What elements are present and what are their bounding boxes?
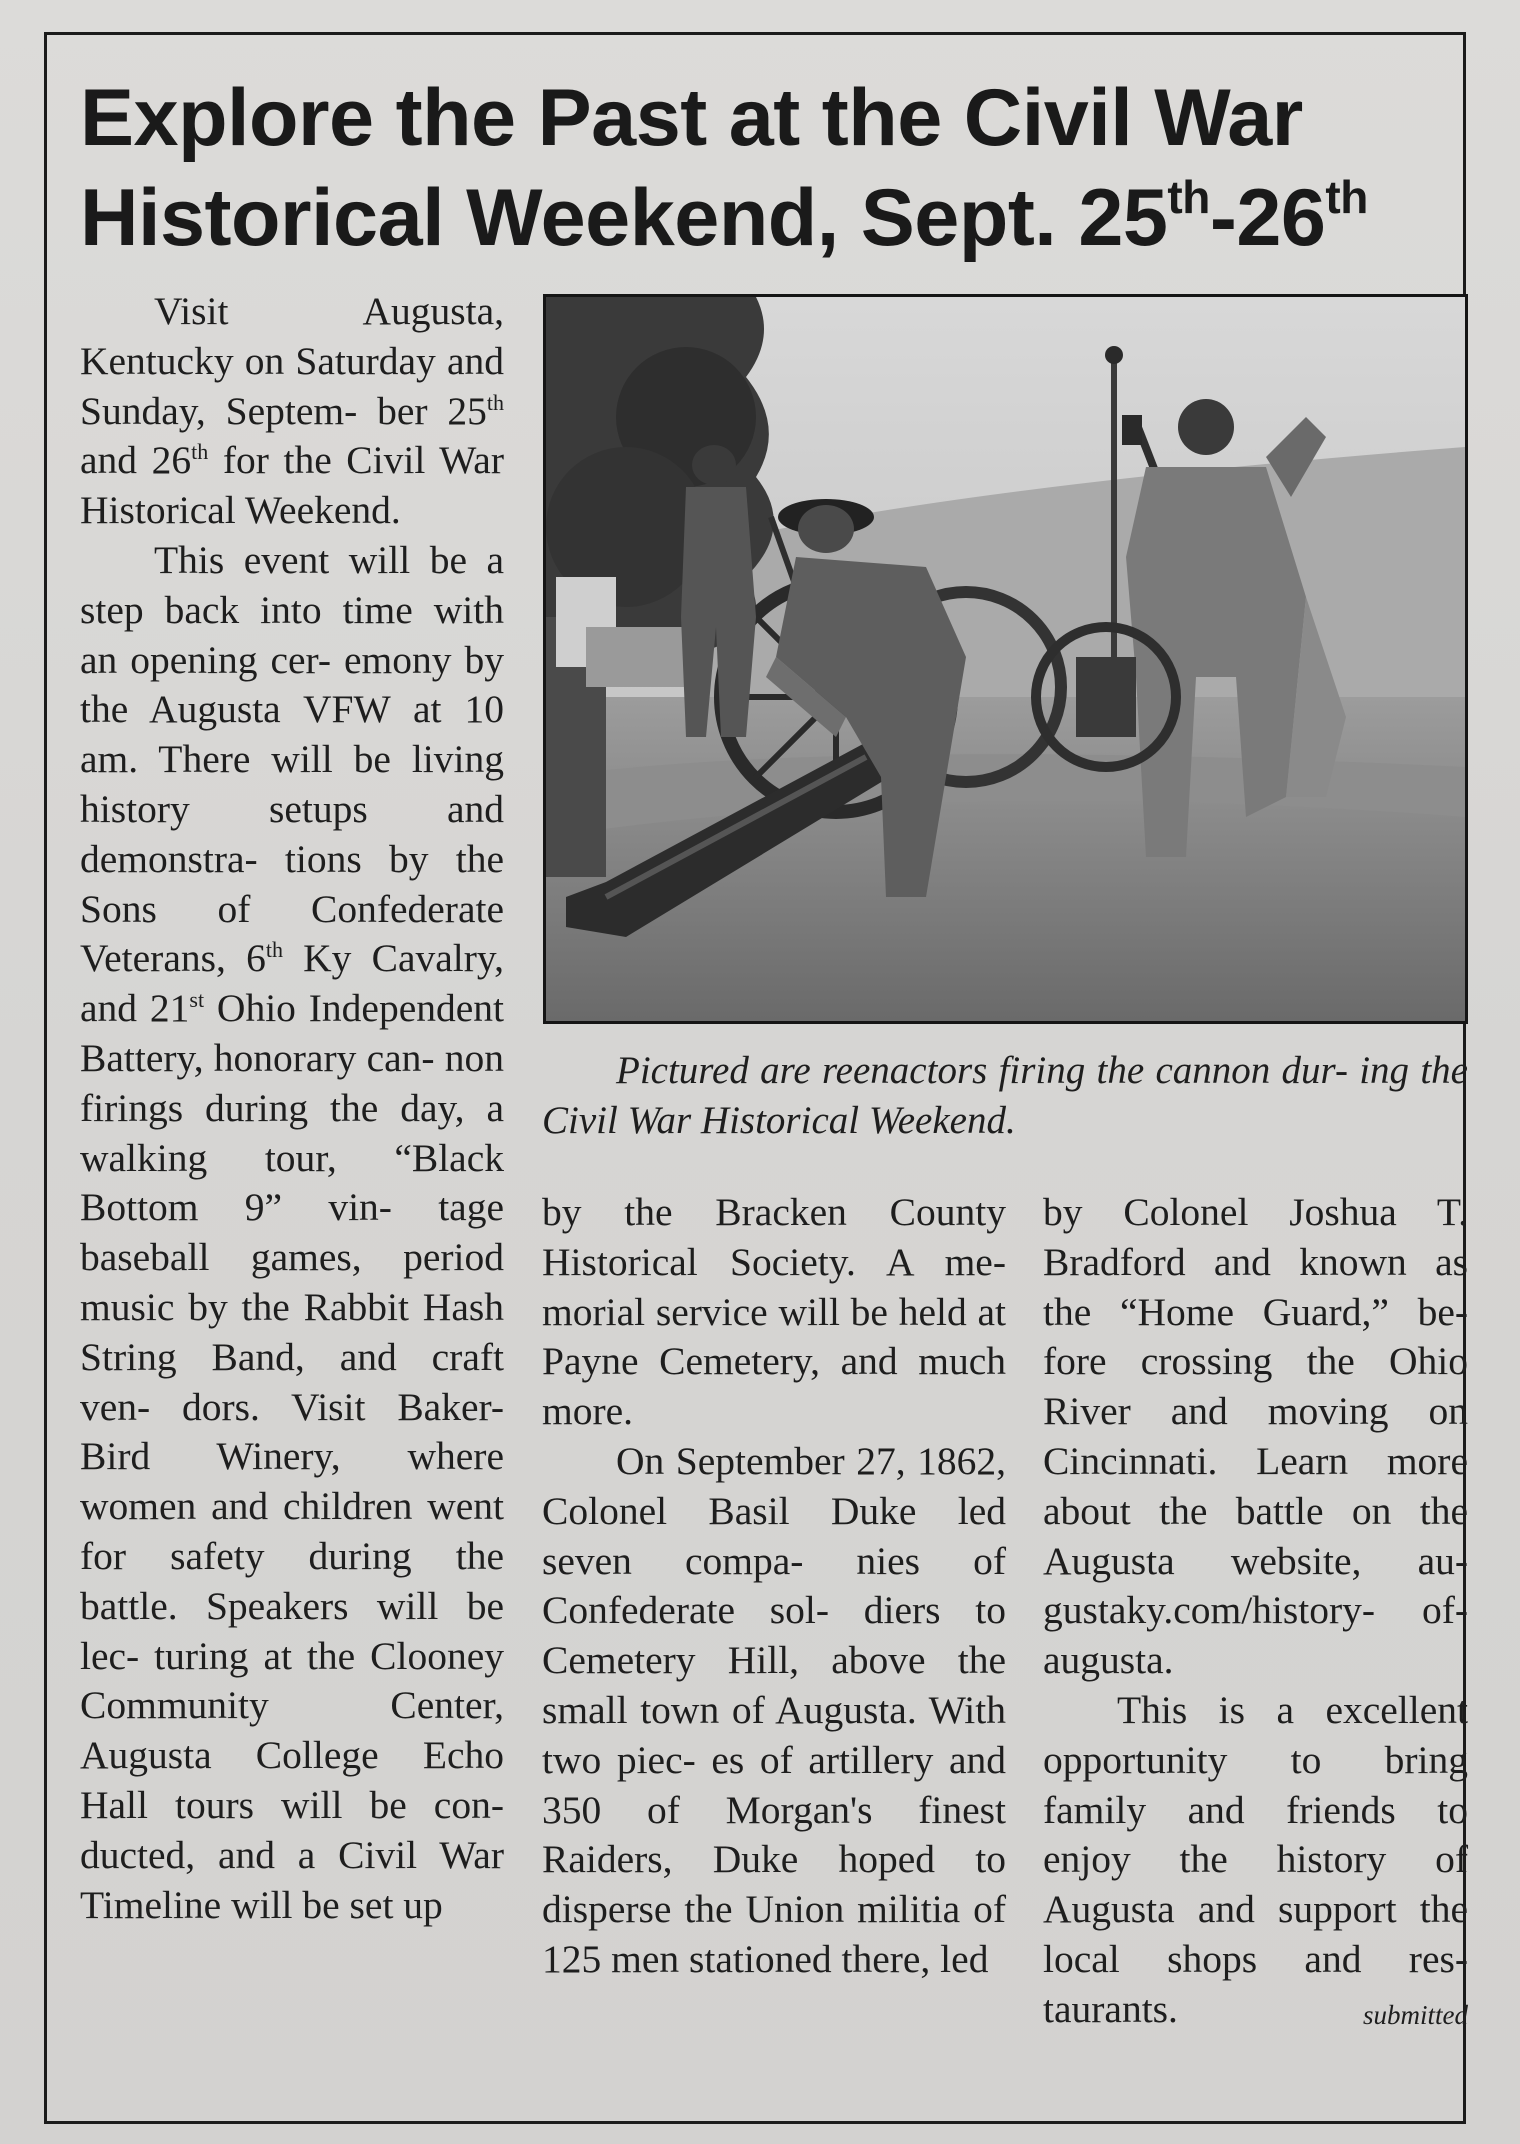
- cannon-photo-image: [546, 297, 1465, 1021]
- ordinal-superscript: th: [486, 389, 504, 415]
- paragraph: by the Bracken County Historical Society. A me- morial service will be held at Payne Cemetery, and much more.: [542, 1190, 1006, 1434]
- paragraph: [80, 536, 504, 1930]
- paragraph-text: This event will be a step back into time with an opening cer- emony by the Augusta VFW at 10 am. There will be living history setups and demonstra- tions by the Sons of Confederate Veterans, 6: [80, 537, 504, 981]
- article-column-1: [80, 287, 504, 1930]
- article-column-3: [1043, 1188, 1468, 2041]
- paragraph: On September 27, 1862, Colonel Basil Duke led seven compa- nies of Confederate sol- diers to Cemetery Hill, above the small town of Augusta. With two piec- es of artillery and 350 of Morgan's finest Raiders, Duke hoped to disperse the Union militia of 125 men stationed there, led: [542, 1438, 1006, 1981]
- headline-superscript: th: [1325, 171, 1368, 223]
- paragraph-text: This is a excellent opportunity to bring family and friends to enjoy the history of Augusta and support the local shops and res- taurants.: [1043, 1687, 1468, 2031]
- paragraph-text: Ky Cavalry, and 21: [80, 936, 504, 1031]
- reenactors-photo: [543, 294, 1468, 1024]
- paragraph: [1043, 1686, 1468, 2035]
- headline-dash-date: -26: [1209, 173, 1326, 263]
- ordinal-superscript: st: [189, 987, 205, 1013]
- caption-text: Pictured are reenactors firing the cannon dur- ing the Civil War Historical Weekend.: [542, 1049, 1468, 1142]
- headline-superscript: th: [1167, 171, 1210, 223]
- ordinal-superscript: th: [191, 439, 209, 465]
- paragraph-text: for the Civil War Historical Weekend.: [80, 438, 504, 533]
- paragraph: [80, 287, 504, 536]
- submitted-credit: submitted: [1363, 1999, 1468, 2030]
- article-column-2: [542, 1188, 1006, 1985]
- photo-caption: [542, 1046, 1468, 1146]
- paragraph-text: and 26: [80, 438, 192, 483]
- ordinal-superscript: th: [265, 937, 283, 963]
- paragraph: by Colonel Joshua T. Bradford and known as the “Home Guard,” be- fore crossing the Ohio River and moving on Cincinnati. Learn more about the battle on the Augusta website, au- gustaky.com/history- of-augusta.: [1043, 1190, 1468, 1683]
- article-headline: [80, 68, 1470, 268]
- headline-line-2: Historical Weekend, Sept. 25: [80, 173, 1168, 263]
- paragraph-text: Ohio Independent Battery, honorary can- non firings during the day, a walking tour, “Black Bottom 9” vin- tage baseball games, period music by the Rabbit Hash String Band, and craft ven- dors. Visit Baker-Bird Winery, where women and children went for safety during the battle. Speakers will be lec- turing at the Clooney Community Center, Augusta College Echo Hall tours will be con- ducted, and a Civil War Timeline will be set up: [80, 986, 504, 1927]
- paragraph-text: Visit Augusta, Kentucky on Saturday and Sunday, Septem- ber 25: [80, 289, 504, 433]
- headline-line-1: Explore the Past at the Civil War: [80, 73, 1303, 163]
